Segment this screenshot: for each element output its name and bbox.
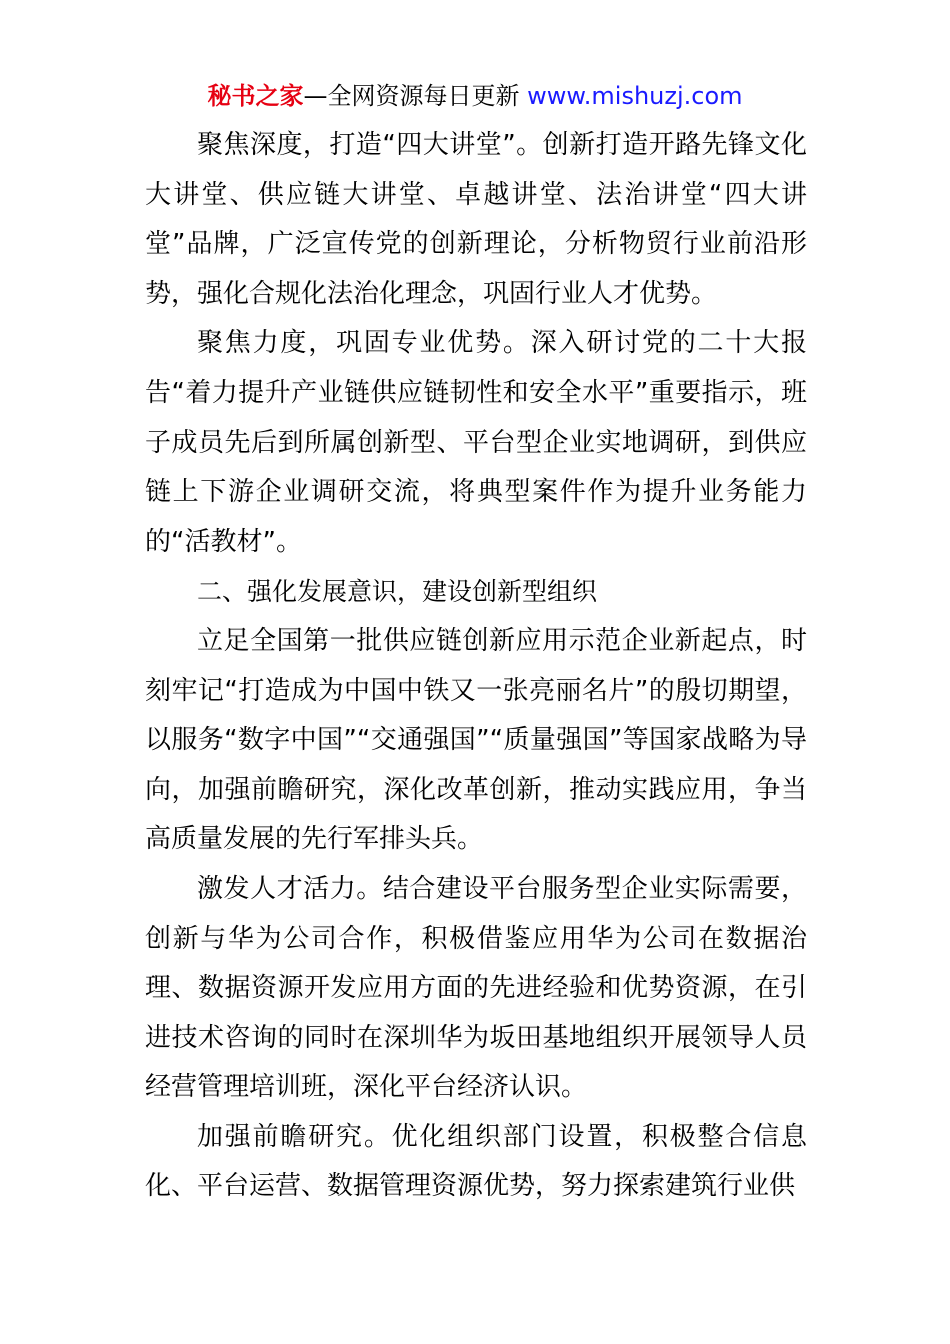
site-brand: 秘书之家 xyxy=(207,82,304,110)
header-tagline: —全网资源每日更新 xyxy=(303,82,520,110)
section-heading: 二、强化发展意识，建设创新型组织 xyxy=(197,577,598,607)
paragraph: 加强前瞻研究。优化组织部门设置，积极整合信息化、平台运营、数据管理资源优势，努力探索建筑行业供 xyxy=(145,1121,807,1202)
paragraph: 聚焦力度，巩固专业优势。深入研讨党的二十大报告“着力提升产业链供应链韧性和安全水平”重要指示，班子成员先后到所属创新型、平台型企业实地调研，到供应链上下游企业调研交流，将典型案件作为提升业务能力的“活教材”。 xyxy=(145,328,807,557)
site-url: www.mishuzj.com xyxy=(527,82,743,110)
document-body xyxy=(145,121,807,1212)
paragraph: 激发人才活力。结合建设平台服务型企业实际需要，创新与华为公司合作，积极借鉴应用华为公司在数据治理、数据资源开发应用方面的先进经验和优势资源，在引进技术咨询的同时在深圳华为坂田基地组织开展领导人员经营管理培训班，深化平台经济认识。 xyxy=(145,873,807,1103)
paragraph: 聚焦深度，打造“四大讲堂”。创新打造开路先锋文化大讲堂、供应链大讲堂、卓越讲堂、法治讲堂“四大讲堂”品牌，广泛宣传党的创新理论，分析物贸行业前沿形势，强化合规化法治化理念，巩固行业人才优势。 xyxy=(145,130,807,309)
page-header xyxy=(0,78,950,114)
paragraph: 立足全国第一批供应链创新应用示范企业新起点，时刻牢记“打造成为中国中铁又一张亮丽名片”的殷切期望，以服务“数字中国”“交通强国”“质量强国”等国家战略为导向，加强前瞻研究，深化改革创新，推动实践应用，争当高质量发展的先行军排头兵。 xyxy=(145,625,807,855)
